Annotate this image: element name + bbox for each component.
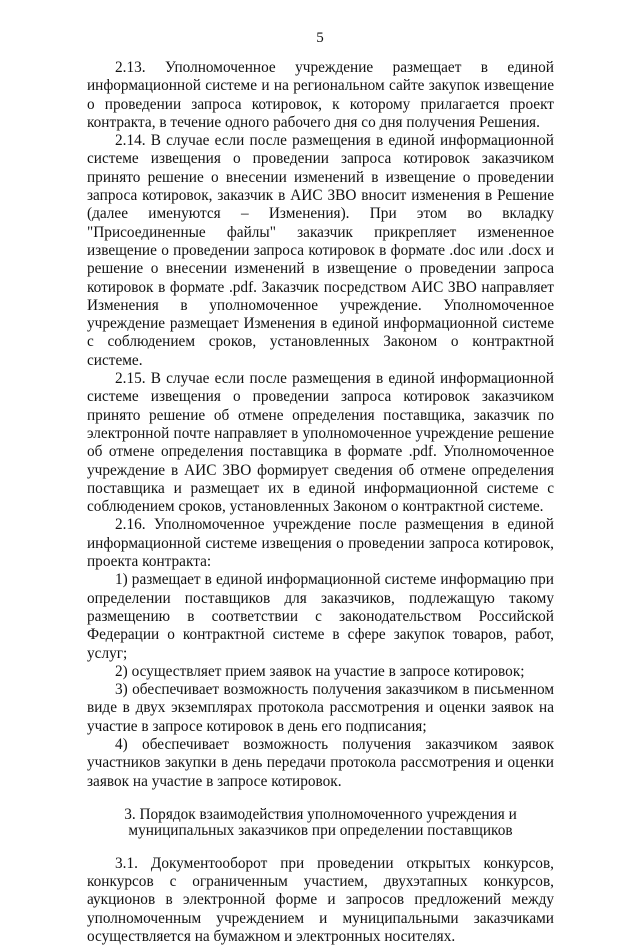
paragraph-2-14: 2.14. В случае если после размещения в единой информационной системе извещения о проведении запроса котировок заказчиком принято решение о внесении изменений в извещение о проведении запроса котировок, заказчик в АИС ЗВО вносит изменения в Решение (далее именуются – Изменения). При этом во вкладку "Присоединенные файлы" заказчик прикрепляет измененное извещение о проведении запроса котировок в формате .doc или .docx и решение о внесении изменений в извещение о проведении запроса котировок в формате .pdf. Заказчик посредством АИС ЗВО направляет Изменения в уполномоченное учреждение. Уполномоченное учреждение размещает Изменения в единой информационной системе с соблюдением сроков, установленных Законом о контрактной системе.: [87, 132, 554, 369]
section-heading: 3. Порядок взаимодействия уполномоченного учреждения и муниципальных заказчиков при определении поставщиков: [124, 805, 517, 839]
document-body: [87, 59, 554, 946]
list-item-2: 2) осуществляет прием заявок на участие в запросе котировок;: [115, 662, 525, 680]
paragraph-2-15: 2.15. В случае если после размещения в единой информационной системе извещения о проведении запроса котировок заказчиком принято решение об отмене определения поставщика, заказчик по электронной почте направляет в уполномоченное учреждение решение об отмене определения поставщика в формате .pdf. Уполномоченное учреждение в АИС ЗВО формирует сведения об отмене определения поставщика и размещает их в единой информационной системе с соблюдением сроков, установленных Законом о контрактной системе.: [87, 370, 554, 516]
paragraph-2-13: 2.13. Уполномоченное учреждение размещает в единой информационной системе и на региональном сайте закупок извещение о проведении запроса котировок, к которому прилагается проект контракта, в течение одного рабочего дня со дня получения Решения.: [87, 59, 554, 131]
list-item-4: 4) обеспечивает возможность получения заказчиком заявок участников закупки в день передачи протокола рассмотрения и оценки заявок на участие в запросе котировок.: [87, 735, 554, 790]
paragraph-2-16: 2.16. Уполномоченное учреждение после размещения в единой информационной системе извещения о проведении запроса котировок, проекта контракта:: [87, 516, 554, 571]
list-item-1: 1) размещает в единой информационной системе информацию при определении поставщиков для заказчиков, подлежащую такому размещению в соответствии с законодательством Российской Федерации о контрактной системе в сфере закупок товаров, работ, услуг;: [87, 571, 554, 662]
paragraph-3-1: 3.1. Документооборот при проведении открытых конкурсов, конкурсов с ограниченным участием, двухэтапных конкурсов, аукционов в электронной форме и запросов предложений между уполномоченным учреждением и муниципальными заказчиками осуществляется на бумажном и электронных носителях.: [87, 854, 554, 946]
page-number: 5: [316, 30, 324, 46]
list-item-3: 3) обеспечивает возможность получения заказчиком в письменном виде в двух экземплярах протокола рассмотрения и оценки заявок на участие в запросе котировок в день его подписания;: [87, 681, 554, 735]
